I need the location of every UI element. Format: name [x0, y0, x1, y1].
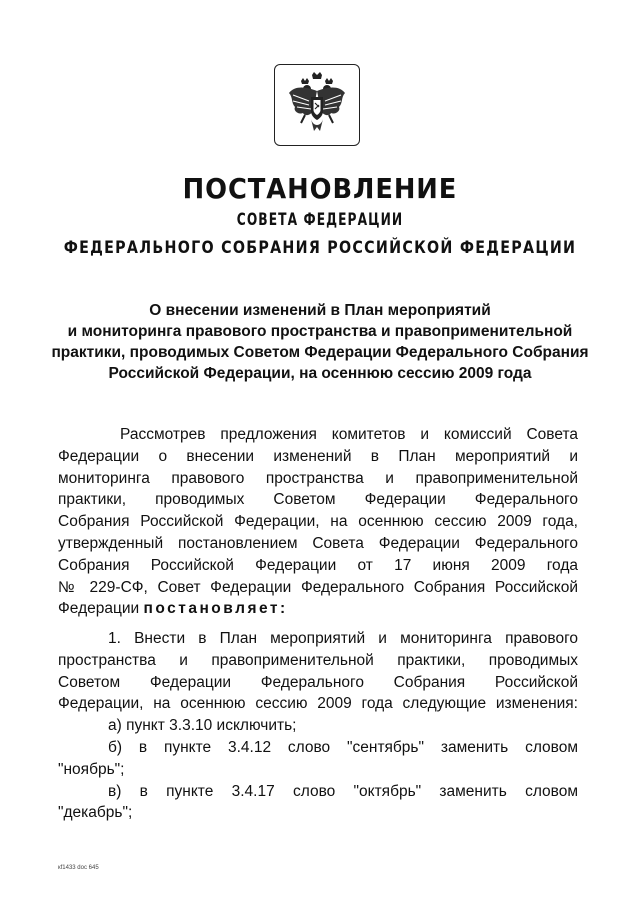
item-1-line: пространства и правоприменительной практики, проводимых: [58, 651, 578, 669]
resolution-title: [30, 300, 610, 384]
title-line: О внесении изменений в План мероприятий: [149, 302, 491, 319]
preamble-line: Рассмотрев предложения комитетов и комиссий Совета: [120, 426, 578, 443]
title-line: и мониторинга правового пространства и правоприменительной: [67, 323, 573, 340]
item-1-line: Федерации, на осеннюю сессию 2009 года следующие изменения:: [58, 695, 578, 713]
subitem-c-line2: "декабрь";: [58, 804, 133, 822]
preamble-last-text: Федерации: [58, 600, 144, 618]
preamble-last-line: [58, 598, 578, 620]
preamble-line: практики, проводимых Советом Федерации Федерального: [58, 491, 578, 509]
issuer-heading-line1: СОВЕТА ФЕДЕРАЦИИ: [236, 210, 404, 230]
item-1-line: Советом Федерации Федерального Собрания Российской: [58, 673, 578, 691]
subitem-a: а) пункт 3.3.10 исключить;: [108, 717, 297, 735]
coat-of-arms-emblem: [274, 64, 360, 146]
item-1-paragraph: [58, 628, 578, 824]
preamble-line: Собрания Российской Федерации от 17 июня 2009 года: [58, 556, 578, 574]
file-code-footer: кf1433 doc 645: [58, 865, 99, 871]
document-type-heading: ПОСТАНОВЛЕНИЕ: [182, 172, 458, 205]
subitem-b-line1: б) в пункте 3.4.12 слово "сентябрь" заменить словом: [108, 738, 578, 756]
title-line: Российской Федерации, на осеннюю сессию 2009 года: [108, 365, 532, 382]
preamble-line: мониторинга правового пространства и правоприменительной: [58, 469, 578, 487]
preamble-paragraph: [58, 424, 578, 620]
russian-coat-of-arms-icon: [285, 71, 349, 139]
issuer-heading-line2: ФЕДЕРАЛЬНОГО СОБРАНИЯ РОССИЙСКОЙ ФЕДЕРАЦИИ: [63, 238, 577, 258]
subitem-c-line1: в) в пункте 3.4.17 слово "октябрь" заменить словом: [108, 782, 578, 800]
preamble-line: Собрания Российской Федерации, на осеннюю сессию 2009 года,: [58, 513, 578, 531]
subitem-b-line2: "ноябрь";: [58, 760, 125, 778]
resolves-keyword: постановляет:: [143, 600, 288, 618]
preamble-line: утвержденный постановлением Совета Федерации Федерального: [58, 534, 578, 552]
preamble-line: № 229-СФ, Совет Федерации Федерального Собрания Российской: [58, 578, 578, 596]
item-1-line: 1. Внести в План мероприятий и мониторинга правового: [108, 630, 578, 647]
preamble-line: Федерации о внесении изменений в План мероприятий и: [58, 447, 578, 465]
title-line: практики, проводимых Советом Федерации Федерального Собрания: [51, 344, 589, 361]
